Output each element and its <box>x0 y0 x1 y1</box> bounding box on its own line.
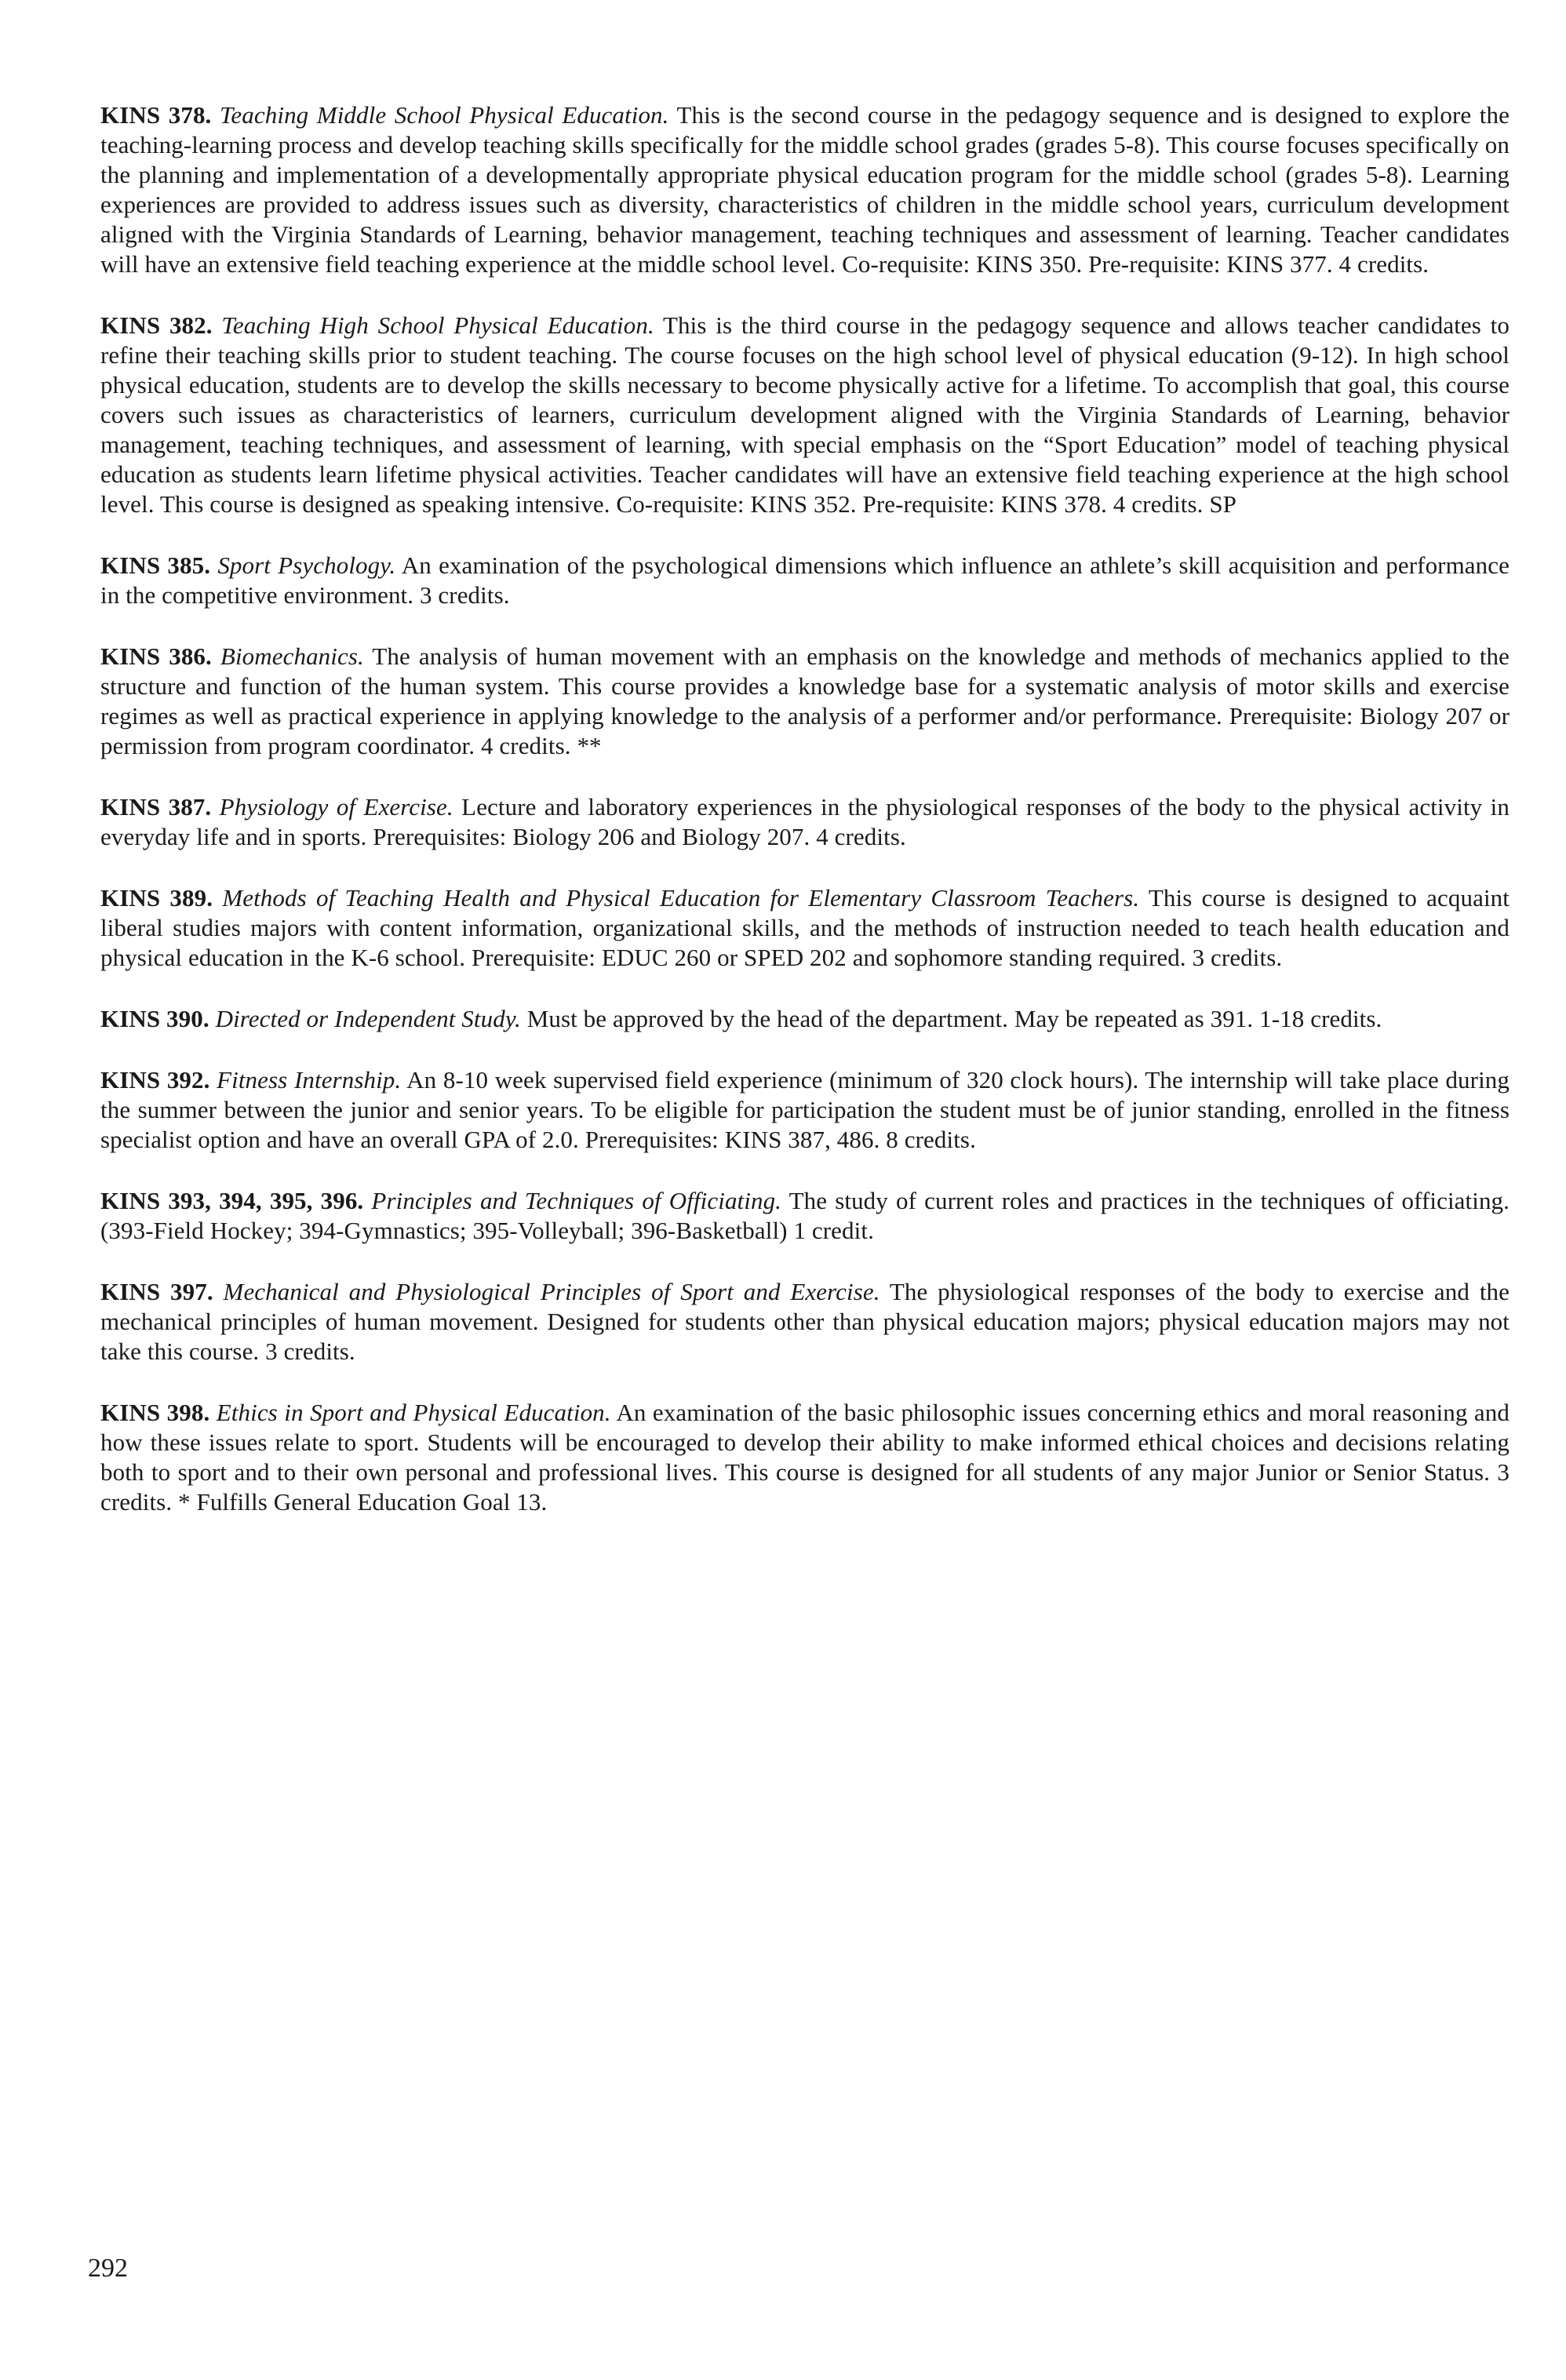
course-code: KINS 390. <box>100 1005 209 1032</box>
course-entry-kins-392 <box>100 1065 1510 1155</box>
course-description: This is the third course in the pedagogy sequence and allows teacher candidates to refine their teaching skills prior to student teaching. The course focuses on the high school level of physical education (9-12). In high school physical education, students are to develop the skills necessary to become physically active for a lifetime. To accomplish that goal, this course covers such issues as characteristics of learners, curriculum development aligned with the Virginia Standards of Learning, behavior management, teaching techniques, and assessment of learning, with special emphasis on the “Sport Education” model of teaching physical education as students learn lifetime physical activities. Teacher candidates will have an extensive field teaching experience at the high school level. This course is designed as speaking intensive. Co-requisite: KINS 352. Pre-requisite: KINS 378. 4 credits. SP <box>100 311 1510 518</box>
course-title: Principles and Techniques of Officiating. <box>371 1187 782 1214</box>
course-code: KINS 392. <box>100 1066 210 1094</box>
course-code: KINS 398. <box>100 1399 210 1426</box>
course-code: KINS 382. <box>100 311 213 339</box>
course-title: Mechanical and Physiological Principles of Sport and Exercise. <box>223 1278 880 1305</box>
course-description: An examination of the psychological dimensions which influence an athlete’s skill acquisition and performance in the competitive environment. 3 credits. <box>100 551 1510 609</box>
page-number: 292 <box>88 2254 128 2283</box>
course-code: KINS 393, 394, 395, 396. <box>100 1187 364 1214</box>
course-description: The study of current roles and practices in the techniques of officiating. (393-Field Hockey; 394-Gymnastics; 395-Volleyball; 396-Basketball) 1 credit. <box>100 1187 1510 1244</box>
course-catalog-page <box>100 100 1510 1548</box>
course-entry-kins-378 <box>100 100 1510 279</box>
course-entry-kins-382 <box>100 311 1510 519</box>
course-entry-kins-393-396 <box>100 1186 1510 1246</box>
course-entry-kins-390 <box>100 1004 1510 1034</box>
course-entry-kins-398 <box>100 1398 1510 1517</box>
course-description: The analysis of human movement with an emphasis on the knowledge and methods of mechanics applied to the structure and function of the human system. This course provides a knowledge base for a systematic analysis of motor skills and exercise regimes as well as practical experience in applying knowledge to the analysis of a performer and/or performance. Prerequisite: Biology 207 or permission from program coordinator. 4 credits. ** <box>100 642 1510 759</box>
course-title: Teaching High School Physical Education. <box>221 311 654 339</box>
course-description: The physiological responses of the body to exercise and the mechanical principles of human movement. Designed for students other than physical education majors; physical education majors may not take this course. 3 credits. <box>100 1278 1510 1365</box>
course-title: Teaching Middle School Physical Education. <box>219 101 669 129</box>
course-description: This course is designed to acquaint liberal studies majors with content information, organizational skills, and the methods of instruction needed to teach health education and physical education in the K-6 school. Prerequisite: EDUC 260 or SPED 202 and sophomore standing required. 3 credits. <box>100 884 1510 971</box>
course-description: This is the second course in the pedagogy sequence and is designed to explore the teaching-learning process and develop teaching skills specifically for the middle school grades (grades 5-8). This course focuses specifically on the planning and implementation of a developmentally appropriate physical education program for the middle school (grades 5-8). Learning experiences are provided to address issues such as diversity, characteristics of children in the middle school years, curriculum development aligned with the Virginia Standards of Learning, behavior management, teaching techniques and assessment of learning. Teacher candidates will have an extensive field teaching experience at the middle school level. Co-requisite: KINS 350. Pre-requisite: KINS 377. 4 credits. <box>100 101 1510 278</box>
course-entry-kins-385 <box>100 551 1510 610</box>
course-code: KINS 386. <box>100 642 212 670</box>
course-code: KINS 397. <box>100 1278 213 1305</box>
course-code: KINS 378. <box>100 101 212 129</box>
course-code: KINS 387. <box>100 793 212 821</box>
course-title: Methods of Teaching Health and Physical Education for Elementary Classroom Teachers. <box>222 884 1140 912</box>
course-entry-kins-397 <box>100 1277 1510 1366</box>
course-description: Must be approved by the head of the department. May be repeated as 391. 1-18 credits. <box>526 1005 1382 1032</box>
course-entry-kins-387 <box>100 792 1510 852</box>
course-description: An 8-10 week supervised field experience (minimum of 320 clock hours). The internship will take place during the summer between the junior and senior years. To be eligible for participation the student must be of junior standing, enrolled in the fitness specialist option and have an overall GPA of 2.0. Prerequisites: KINS 387, 486. 8 credits. <box>100 1066 1510 1153</box>
course-title: Directed or Independent Study. <box>215 1005 521 1032</box>
course-title: Physiology of Exercise. <box>219 793 453 821</box>
course-entry-kins-386 <box>100 642 1510 761</box>
course-title: Biomechanics. <box>220 642 364 670</box>
course-description: Lecture and laboratory experiences in the physiological responses of the body to the physical activity in everyday life and in sports. Prerequisites: Biology 206 and Biology 207. 4 credits. <box>100 793 1510 850</box>
course-description: An examination of the basic philosophic issues concerning ethics and moral reasoning and how these issues relate to sport. Students will be encouraged to develop their ability to make informed ethical choices and decisions relating both to sport and to their own personal and professional lives. This course is designed for all students of any major Junior or Senior Status. 3 credits. * Fulfills General Education Goal 13. <box>100 1399 1510 1516</box>
course-title: Ethics in Sport and Physical Education. <box>216 1399 611 1426</box>
course-entry-kins-389 <box>100 883 1510 973</box>
course-title: Sport Psychology. <box>217 551 396 579</box>
course-title: Fitness Internship. <box>217 1066 402 1094</box>
course-code: KINS 385. <box>100 551 211 579</box>
course-code: KINS 389. <box>100 884 213 912</box>
